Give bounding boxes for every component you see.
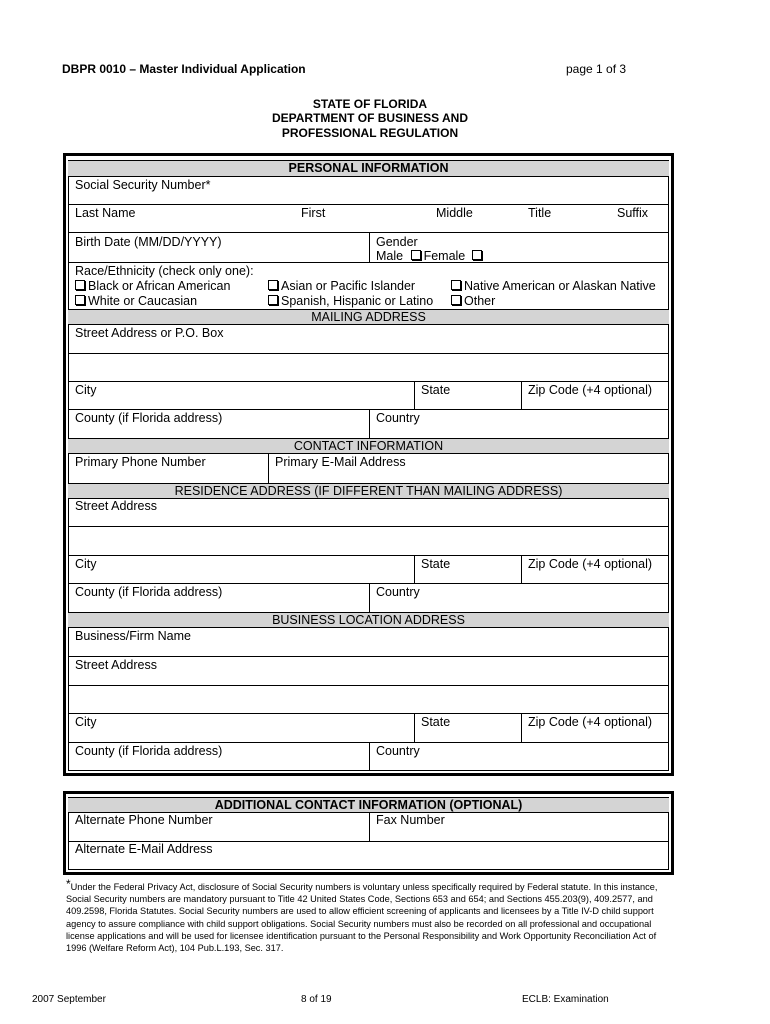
residence-city-state-zip-fields[interactable] — [69, 556, 668, 583]
title-label: Title — [528, 206, 552, 220]
mailing-city-state-zip-fields[interactable] — [69, 382, 668, 409]
race-other-checkbox[interactable] — [451, 295, 461, 305]
race-label: Race/Ethnicity (check only one): — [75, 264, 254, 278]
business-county-label: County (if Florida address) — [75, 744, 223, 758]
mailing-street-label: Street Address or P.O. Box — [75, 326, 224, 340]
first-name-label: First — [301, 206, 326, 220]
residence-city-label: City — [75, 557, 97, 571]
agency-line-1: STATE OF FLORIDA — [312, 97, 428, 111]
agency-line-2: DEPARTMENT OF BUSINESS AND — [271, 111, 468, 125]
contact-info-heading: CONTACT INFORMATION — [68, 438, 669, 454]
business-country-label: Country — [376, 744, 420, 758]
last-name-label: Last Name — [75, 206, 136, 220]
form-title: DBPR 0010 – Master Individual Application — [62, 62, 306, 76]
alt-email-field[interactable] — [69, 842, 668, 869]
page-number: page 1 of 3 — [566, 62, 627, 76]
mailing-county-country-fields[interactable] — [69, 410, 668, 438]
personal-info-heading: PERSONAL INFORMATION — [68, 160, 669, 177]
footnote-text: Under the Federal Privacy Act, disclosure of Social Security numbers is voluntary unless specifically required by Federal statute. In this instance, Social Security numbers are mandatory pursuant to Title 42 United States Code, Sections 653 and 654; and Sections 455.203(9), 409.2577, and 409.2598, Florida Statutes. Social Security numbers are used to allow efficient screening of applicants and licensees by a Title IV-D child support agency to assure compliance with child support obligations. Social Security numbers must also be recorded on all professional and occupational license applications and will be used for licensee identification pursuant to the Personal Responsibility and Work Opportunity Reconciliation Act of 1996 (Welfare Reform Act), 104 Pub.L.193, Sec. 317. — [66, 882, 658, 954]
race-hispanic-checkbox[interactable] — [268, 295, 278, 305]
race-option-hispanic: Spanish, Hispanic or Latino — [268, 294, 433, 309]
mailing-address-heading: MAILING ADDRESS — [68, 309, 669, 325]
primary-phone-label: Primary Phone Number — [75, 455, 206, 469]
male-label: Male — [376, 249, 404, 263]
business-zip-label: Zip Code (+4 optional) — [528, 715, 653, 729]
business-state-label: State — [421, 715, 451, 729]
footer-page: 8 of 19 — [301, 994, 332, 1005]
residence-state-label: State — [421, 557, 451, 571]
residence-street-field[interactable] — [69, 499, 668, 555]
business-county-country-fields[interactable] — [69, 743, 668, 770]
residence-zip-label: Zip Code (+4 optional) — [528, 557, 653, 571]
race-native-checkbox[interactable] — [451, 280, 461, 290]
ssn-label: Social Security Number* — [75, 178, 211, 192]
suffix-label: Suffix — [617, 206, 649, 220]
residence-county-country-fields[interactable] — [69, 584, 668, 612]
race-option-native: Native American or Alaskan Native — [451, 279, 656, 294]
fax-number-label: Fax Number — [376, 813, 445, 827]
female-label: Female — [423, 249, 466, 263]
name-field-row[interactable] — [69, 205, 668, 232]
male-checkbox[interactable] — [411, 250, 421, 260]
footnote-asterisk: * — [66, 877, 71, 891]
mailing-country-label: Country — [376, 411, 420, 425]
footer-code: ECLB: Examination — [522, 994, 609, 1005]
mailing-state-label: State — [421, 383, 451, 397]
privacy-footnote — [66, 878, 676, 954]
race-asian-checkbox[interactable] — [268, 280, 278, 290]
business-city-label: City — [75, 715, 97, 729]
birth-date-field[interactable] — [69, 233, 369, 262]
residence-address-heading: RESIDENCE ADDRESS (IF DIFFERENT THAN MAILING ADDRESS) — [68, 483, 669, 499]
footer-date: 2007 September — [32, 994, 106, 1005]
race-option-other: Other — [451, 294, 495, 309]
ssn-field[interactable] — [69, 177, 668, 204]
race-option-asian: Asian or Pacific Islander — [268, 279, 415, 294]
female-checkbox[interactable] — [472, 250, 482, 260]
mailing-zip-label: Zip Code (+4 optional) — [528, 383, 653, 397]
alternate-email-label: Alternate E-Mail Address — [75, 842, 213, 856]
primary-email-label: Primary E-Mail Address — [275, 455, 406, 469]
business-city-state-zip-fields[interactable] — [69, 714, 668, 742]
business-firm-field[interactable] — [69, 628, 668, 656]
alternate-phone-label: Alternate Phone Number — [75, 813, 213, 827]
race-white-checkbox[interactable] — [75, 295, 85, 305]
contact-fields[interactable] — [69, 455, 668, 482]
gender-label: Gender — [376, 235, 418, 249]
business-firm-label: Business/Firm Name — [75, 629, 191, 643]
residence-street-label: Street Address — [75, 499, 157, 513]
mailing-city-label: City — [75, 383, 97, 397]
middle-name-label: Middle — [436, 206, 473, 220]
business-location-heading: BUSINESS LOCATION ADDRESS — [68, 612, 669, 628]
mailing-county-label: County (if Florida address) — [75, 411, 223, 425]
additional-contact-heading: ADDITIONAL CONTACT INFORMATION (OPTIONAL) — [68, 797, 669, 813]
race-option-white: White or Caucasian — [75, 294, 197, 309]
agency-line-3: PROFESSIONAL REGULATION — [281, 126, 459, 140]
residence-country-label: Country — [376, 585, 420, 599]
business-street-label: Street Address — [75, 658, 157, 672]
birth-date-label: Birth Date (MM/DD/YYYY) — [75, 235, 222, 249]
alt-phone-fax-fields[interactable] — [69, 813, 668, 840]
residence-county-label: County (if Florida address) — [75, 585, 223, 599]
race-option-black: Black or African American — [75, 279, 230, 294]
race-black-checkbox[interactable] — [75, 280, 85, 290]
